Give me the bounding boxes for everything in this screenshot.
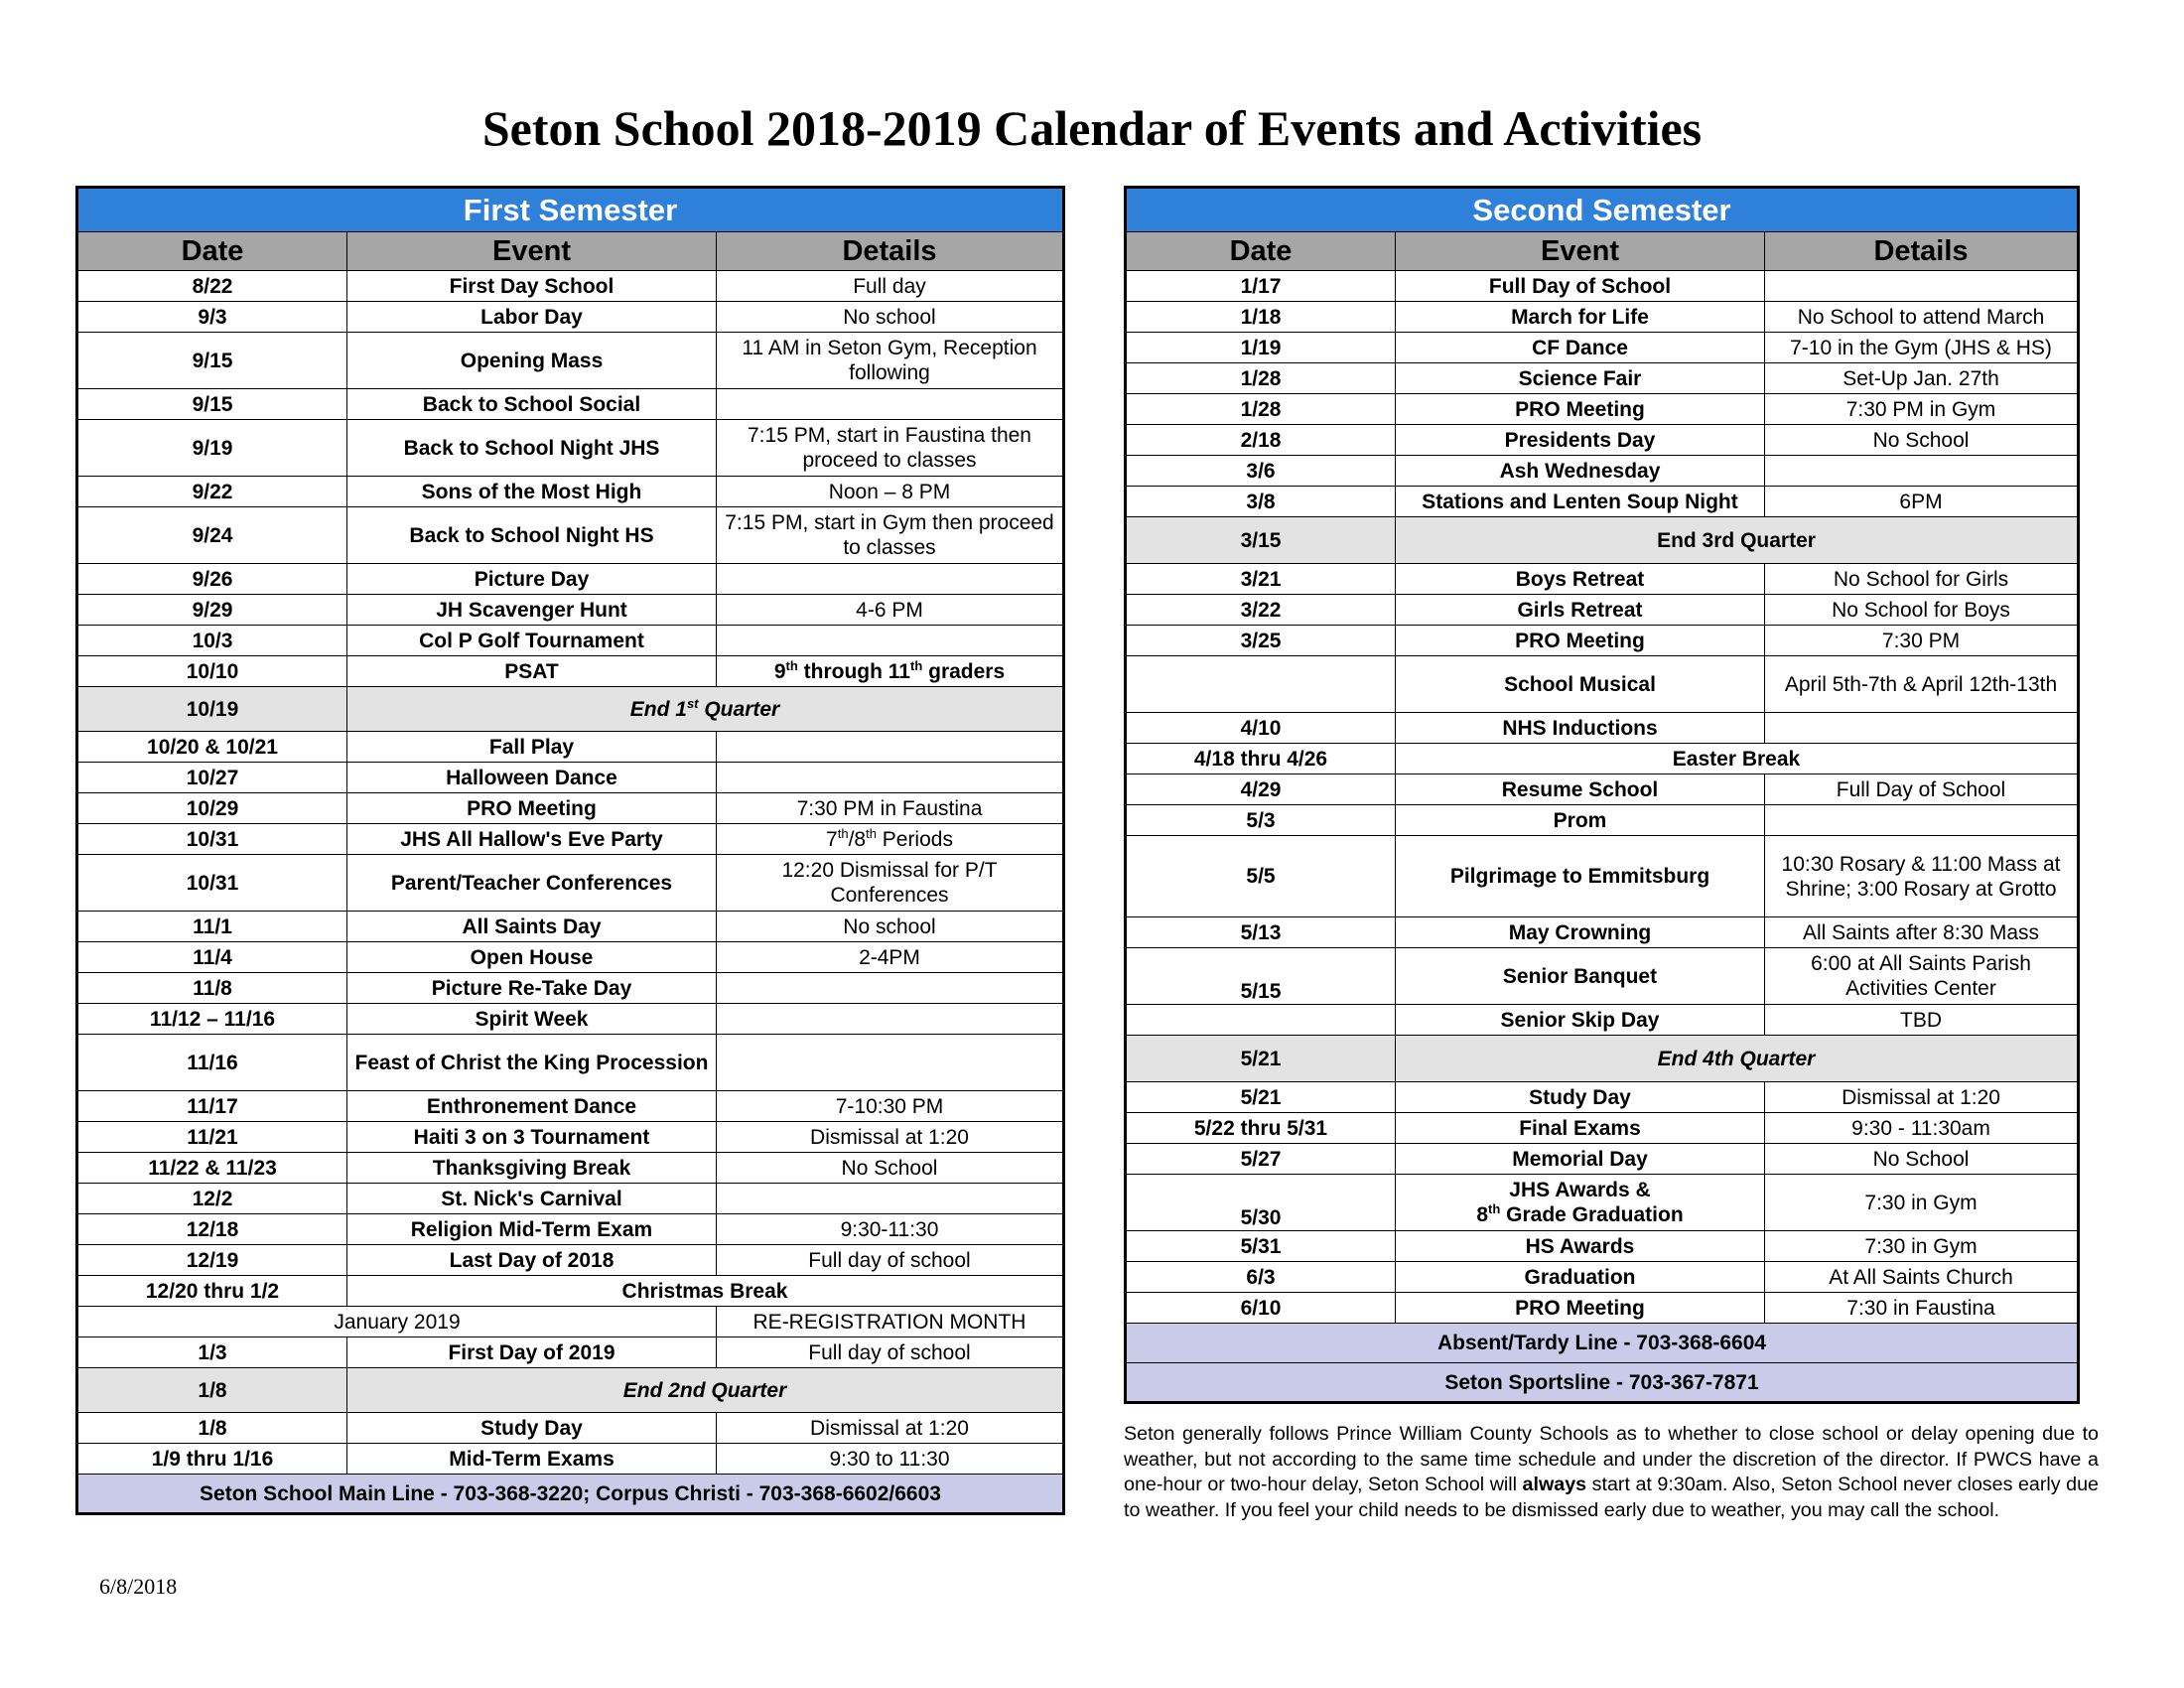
table-row [1126, 1293, 2079, 1324]
table-row [77, 763, 1064, 793]
table-row [1126, 517, 2079, 564]
table-row [1126, 363, 2079, 394]
row-date: 5/21 [1126, 1036, 1396, 1082]
row-date: 5/30 [1126, 1175, 1396, 1231]
row-event: Open House [347, 942, 717, 973]
row-details: 7th/8th Periods [717, 824, 1064, 855]
row-details [717, 564, 1064, 595]
row-date: 12/18 [77, 1214, 347, 1245]
row-details: 6:00 at All Saints Parish Activities Center [1765, 948, 2079, 1005]
row-details [717, 389, 1064, 420]
break-label: Easter Break [1396, 744, 2079, 774]
table-row [77, 477, 1064, 507]
row-event: JHS All Hallow's Eve Party [347, 824, 717, 855]
document-date: 6/8/2018 [99, 1574, 178, 1599]
row-event: May Crowning [1396, 917, 1765, 948]
row-details: At All Saints Church [1765, 1262, 2079, 1293]
row-event: Haiti 3 on 3 Tournament [347, 1122, 717, 1153]
table-row [77, 389, 1064, 420]
row-event: Picture Re-Take Day [347, 973, 717, 1004]
row-event: PRO Meeting [1396, 626, 1765, 656]
row-date: 3/25 [1126, 626, 1396, 656]
second-semester-table [1124, 186, 2080, 1404]
row-event: Picture Day [347, 564, 717, 595]
weather-policy-note: Seton generally follows Prince William County Schools as to whether to close school or delay opening due to weather, but not according to the same time schedule and under the discretion of the director. If PWCS have a one-hour or two-hour delay, Seton School will always start at 9:30am. Also, Seton School never closes early due to weather. If you feel your child needs to be dismissed early due to weather, you may call the school. [1124, 1423, 2099, 1521]
row-event: Mid-Term Exams [347, 1444, 717, 1475]
row-event: Ash Wednesday [1396, 456, 1765, 487]
row-date: 9/29 [77, 595, 347, 626]
row-date: 5/27 [1126, 1144, 1396, 1175]
table-row [1126, 564, 2079, 595]
row-event: Presidents Day [1396, 425, 1765, 456]
table-row [77, 271, 1064, 302]
row-date: 12/20 thru 1/2 [77, 1276, 347, 1307]
table-row [1126, 744, 2079, 774]
row-details [717, 1184, 1064, 1214]
row-date: 9/22 [77, 477, 347, 507]
row-event: School Musical [1396, 656, 1765, 713]
table-row [1126, 595, 2079, 626]
table-row [1126, 302, 2079, 333]
row-date: 10/29 [77, 793, 347, 824]
quarter-end-label: End 3rd Quarter [1396, 517, 2079, 564]
row-event: Prom [1396, 805, 1765, 836]
row-event: Back to School Social [347, 389, 717, 420]
event-column-header: Event [1396, 232, 1765, 271]
row-date: 5/13 [1126, 917, 1396, 948]
row-date: 10/20 & 10/21 [77, 732, 347, 763]
row-date: 5/31 [1126, 1231, 1396, 1262]
table-row [77, 1214, 1064, 1245]
row-event: Boys Retreat [1396, 564, 1765, 595]
table-row [1126, 656, 2079, 713]
row-event: First Day of 2019 [347, 1337, 717, 1368]
row-details: No School for Boys [1765, 595, 2079, 626]
row-date: 1/28 [1126, 394, 1396, 425]
row-date: 10/3 [77, 626, 347, 656]
row-event: Spirit Week [347, 1004, 717, 1035]
row-date: 9/26 [77, 564, 347, 595]
date-column-header: Date [1126, 232, 1396, 271]
quarter-end-label: End 1st Quarter [347, 687, 1064, 732]
table-row [77, 1004, 1064, 1035]
row-event: Religion Mid-Term Exam [347, 1214, 717, 1245]
row-event: Fall Play [347, 732, 717, 763]
table-row [77, 912, 1064, 942]
row-details: 9:30 - 11:30am [1765, 1113, 2079, 1144]
table-row [77, 1475, 1064, 1514]
row-event: PRO Meeting [1396, 1293, 1765, 1324]
row-event: Last Day of 2018 [347, 1245, 717, 1276]
row-event: St. Nick's Carnival [347, 1184, 717, 1214]
row-date: 6/10 [1126, 1293, 1396, 1324]
date-column-header: Date [77, 232, 347, 271]
first-semester-table [75, 186, 1065, 1515]
row-event: March for Life [1396, 302, 1765, 333]
table-row [77, 1444, 1064, 1475]
table-row [77, 595, 1064, 626]
first-semester-heading: First Semester [77, 188, 1064, 232]
table-row [77, 333, 1064, 389]
row-details: Dismissal at 1:20 [717, 1413, 1064, 1444]
table-row [77, 1413, 1064, 1444]
table-row [1126, 425, 2079, 456]
row-details [717, 973, 1064, 1004]
row-date: 10/31 [77, 855, 347, 912]
row-event: Opening Mass [347, 333, 717, 389]
row-details: No school [717, 912, 1064, 942]
row-date: 11/1 [77, 912, 347, 942]
row-date: 10/19 [77, 687, 347, 732]
table-row [1126, 774, 2079, 805]
row-details: 9th through 11th graders [717, 656, 1064, 687]
row-details: No School for Girls [1765, 564, 2079, 595]
table-row [77, 824, 1064, 855]
row-date: 2/18 [1126, 425, 1396, 456]
row-event: NHS Inductions [1396, 713, 1765, 744]
row-details: Full day of school [717, 1337, 1064, 1368]
row-date: 1/8 [77, 1413, 347, 1444]
row-details [717, 1004, 1064, 1035]
row-event: Graduation [1396, 1262, 1765, 1293]
row-date: 4/29 [1126, 774, 1396, 805]
row-date: 9/15 [77, 333, 347, 389]
row-details: Set-Up Jan. 27th [1765, 363, 2079, 394]
row-event: Thanksgiving Break [347, 1153, 717, 1184]
row-event: Study Day [347, 1413, 717, 1444]
row-details [717, 1035, 1064, 1091]
row-event: CF Dance [1396, 333, 1765, 363]
row-date: 1/18 [1126, 302, 1396, 333]
details-column-header: Details [1765, 232, 2079, 271]
row-details: 7-10 in the Gym (JHS & HS) [1765, 333, 2079, 363]
table-row [77, 656, 1064, 687]
row-date: 11/12 – 11/16 [77, 1004, 347, 1035]
table-row [1126, 487, 2079, 517]
row-details: No School [1765, 1144, 2079, 1175]
row-event: Science Fair [1396, 363, 1765, 394]
table-row [1126, 917, 2079, 948]
table-row [1126, 1036, 2079, 1082]
row-details: 10:30 Rosary & 11:00 Mass at Shrine; 3:00 Rosary at Grotto [1765, 836, 2079, 917]
row-details: 12:20 Dismissal for P/T Conferences [717, 855, 1064, 912]
row-date: 1/8 [77, 1368, 347, 1413]
row-event: PSAT [347, 656, 717, 687]
table-row [77, 942, 1064, 973]
row-details: 7:30 PM [1765, 626, 2079, 656]
row-details: Full Day of School [1765, 774, 2079, 805]
row-date: 11/22 & 11/23 [77, 1153, 347, 1184]
row-details: Noon – 8 PM [717, 477, 1064, 507]
page-title: Seton School 2018-2019 Calendar of Events and Activities [481, 100, 1703, 156]
row-date: 10/31 [77, 824, 347, 855]
row-date: 11/17 [77, 1091, 347, 1122]
table-row [1126, 456, 2079, 487]
row-event: Labor Day [347, 302, 717, 333]
table-row [1126, 1363, 2079, 1403]
row-details: Dismissal at 1:20 [1765, 1082, 2079, 1113]
row-date: 11/21 [77, 1122, 347, 1153]
table-row [1126, 1262, 2079, 1293]
row-date [1126, 656, 1396, 713]
row-details: No School [717, 1153, 1064, 1184]
table-row [77, 1276, 1064, 1307]
row-event: Feast of Christ the King Procession [347, 1035, 717, 1091]
row-date: 9/19 [77, 420, 347, 477]
row-details [717, 626, 1064, 656]
table-row [77, 973, 1064, 1004]
table-row [77, 564, 1064, 595]
row-event: Resume School [1396, 774, 1765, 805]
row-details: 7:30 PM in Faustina [717, 793, 1064, 824]
row-date [1126, 1005, 1396, 1036]
row-date: 1/3 [77, 1337, 347, 1368]
table-row [1126, 836, 2079, 917]
quarter-end-label: End 2nd Quarter [347, 1368, 1064, 1413]
row-date: 6/3 [1126, 1262, 1396, 1293]
row-date: 1/28 [1126, 363, 1396, 394]
row-date: 1/17 [1126, 271, 1396, 302]
row-event: Sons of the Most High [347, 477, 717, 507]
row-date: 9/24 [77, 507, 347, 564]
main-line-footer: Seton School Main Line - 703-368-3220; Corpus Christi - 703-368-6602/6603 [77, 1475, 1064, 1514]
row-details: All Saints after 8:30 Mass [1765, 917, 2079, 948]
table-row [77, 1337, 1064, 1368]
table-row [77, 1245, 1064, 1276]
row-details [1765, 713, 2079, 744]
row-details [717, 732, 1064, 763]
table-row [1126, 1175, 2079, 1231]
row-event: Senior Banquet [1396, 948, 1765, 1005]
table-row [77, 1122, 1064, 1153]
row-details: 9:30-11:30 [717, 1214, 1064, 1245]
row-event: PRO Meeting [1396, 394, 1765, 425]
row-date: 5/3 [1126, 805, 1396, 836]
row-details: Full day [717, 271, 1064, 302]
row-date: 1/9 thru 1/16 [77, 1444, 347, 1475]
table-row [77, 1368, 1064, 1413]
row-event: Back to School Night JHS [347, 420, 717, 477]
row-details: 7:30 in Gym [1765, 1175, 2079, 1231]
break-label: Christmas Break [347, 1276, 1064, 1307]
table-row [1126, 805, 2079, 836]
row-event: Parent/Teacher Conferences [347, 855, 717, 912]
row-details [1765, 805, 2079, 836]
row-date: 12/19 [77, 1245, 347, 1276]
row-details: TBD [1765, 1005, 2079, 1036]
table-row [77, 420, 1064, 477]
row-event: First Day School [347, 271, 717, 302]
row-details: 7:30 in Gym [1765, 1231, 2079, 1262]
row-date: 5/15 [1126, 948, 1396, 1005]
row-date: 12/2 [77, 1184, 347, 1214]
row-date: 3/6 [1126, 456, 1396, 487]
row-date: 1/19 [1126, 333, 1396, 363]
table-row [77, 302, 1064, 333]
row-details: 9:30 to 11:30 [717, 1444, 1064, 1475]
table-row [77, 1184, 1064, 1214]
row-details: Full day of school [717, 1245, 1064, 1276]
row-date: 10/27 [77, 763, 347, 793]
row-date: 11/8 [77, 973, 347, 1004]
row-details: 11 AM in Seton Gym, Reception following [717, 333, 1064, 389]
row-details: April 5th-7th & April 12th-13th [1765, 656, 2079, 713]
row-details: No school [717, 302, 1064, 333]
table-row [1126, 271, 2079, 302]
row-details: 7:30 in Faustina [1765, 1293, 2079, 1324]
sportsline-footer: Seton Sportsline - 703-367-7871 [1126, 1363, 2079, 1403]
row-details: RE-REGISTRATION MONTH [717, 1307, 1064, 1337]
row-event: Halloween Dance [347, 763, 717, 793]
row-event: Pilgrimage to Emmitsburg [1396, 836, 1765, 917]
row-details: 4-6 PM [717, 595, 1064, 626]
row-event: Study Day [1396, 1082, 1765, 1113]
row-date: 5/21 [1126, 1082, 1396, 1113]
row-event: JH Scavenger Hunt [347, 595, 717, 626]
row-date: 5/22 thru 5/31 [1126, 1113, 1396, 1144]
row-date: 5/5 [1126, 836, 1396, 917]
row-details [1765, 456, 2079, 487]
row-details: 6PM [1765, 487, 2079, 517]
row-event: All Saints Day [347, 912, 717, 942]
row-event: Back to School Night HS [347, 507, 717, 564]
absent-tardy-footer: Absent/Tardy Line - 703-368-6604 [1126, 1324, 2079, 1363]
table-row [77, 1035, 1064, 1091]
table-row [77, 855, 1064, 912]
table-row [77, 626, 1064, 656]
table-row [77, 1091, 1064, 1122]
row-event: PRO Meeting [347, 793, 717, 824]
row-details: 2-4PM [717, 942, 1064, 973]
row-date: 11/4 [77, 942, 347, 973]
second-semester-heading: Second Semester [1126, 188, 2079, 232]
row-event: Memorial Day [1396, 1144, 1765, 1175]
table-row [77, 1153, 1064, 1184]
table-row [77, 507, 1064, 564]
row-date: 4/18 thru 4/26 [1126, 744, 1396, 774]
quarter-end-label: End 4th Quarter [1396, 1036, 2079, 1082]
row-date: 3/22 [1126, 595, 1396, 626]
row-date: 9/15 [77, 389, 347, 420]
table-row [1126, 1231, 2079, 1262]
row-details: No School [1765, 425, 2079, 456]
row-date: 10/10 [77, 656, 347, 687]
table-row [1126, 333, 2079, 363]
row-event: Girls Retreat [1396, 595, 1765, 626]
table-row [77, 1307, 1064, 1337]
row-event: HS Awards [1396, 1231, 1765, 1262]
table-row [1126, 1144, 2079, 1175]
row-details: No School to attend March [1765, 302, 2079, 333]
row-event: Enthronement Dance [347, 1091, 717, 1122]
table-row [1126, 1324, 2079, 1363]
row-date: 11/16 [77, 1035, 347, 1091]
row-event: Senior Skip Day [1396, 1005, 1765, 1036]
row-event: Col P Golf Tournament [347, 626, 717, 656]
row-event: Stations and Lenten Soup Night [1396, 487, 1765, 517]
table-row [1126, 394, 2079, 425]
table-row [1126, 1005, 2079, 1036]
table-row [77, 793, 1064, 824]
row-details: 7-10:30 PM [717, 1091, 1064, 1122]
row-details [717, 763, 1064, 793]
row-event: Final Exams [1396, 1113, 1765, 1144]
month-label: January 2019 [77, 1307, 717, 1337]
row-details: 7:15 PM, start in Gym then proceed to classes [717, 507, 1064, 564]
row-date: 9/3 [77, 302, 347, 333]
row-details: 7:30 PM in Gym [1765, 394, 2079, 425]
table-row [77, 687, 1064, 732]
row-date: 3/8 [1126, 487, 1396, 517]
row-details: Dismissal at 1:20 [717, 1122, 1064, 1153]
row-details [1765, 271, 2079, 302]
table-row [1126, 948, 2079, 1005]
table-row [1126, 1082, 2079, 1113]
row-details: 7:15 PM, start in Faustina then proceed to classes [717, 420, 1064, 477]
row-date: 4/10 [1126, 713, 1396, 744]
row-event: JHS Awards & 8th Grade Graduation [1396, 1175, 1765, 1231]
row-date: 3/21 [1126, 564, 1396, 595]
row-date: 8/22 [77, 271, 347, 302]
row-event: Full Day of School [1396, 271, 1765, 302]
table-row [1126, 713, 2079, 744]
row-date: 3/15 [1126, 517, 1396, 564]
event-column-header: Event [347, 232, 717, 271]
details-column-header: Details [717, 232, 1064, 271]
table-row [1126, 626, 2079, 656]
table-row [77, 732, 1064, 763]
table-row [1126, 1113, 2079, 1144]
